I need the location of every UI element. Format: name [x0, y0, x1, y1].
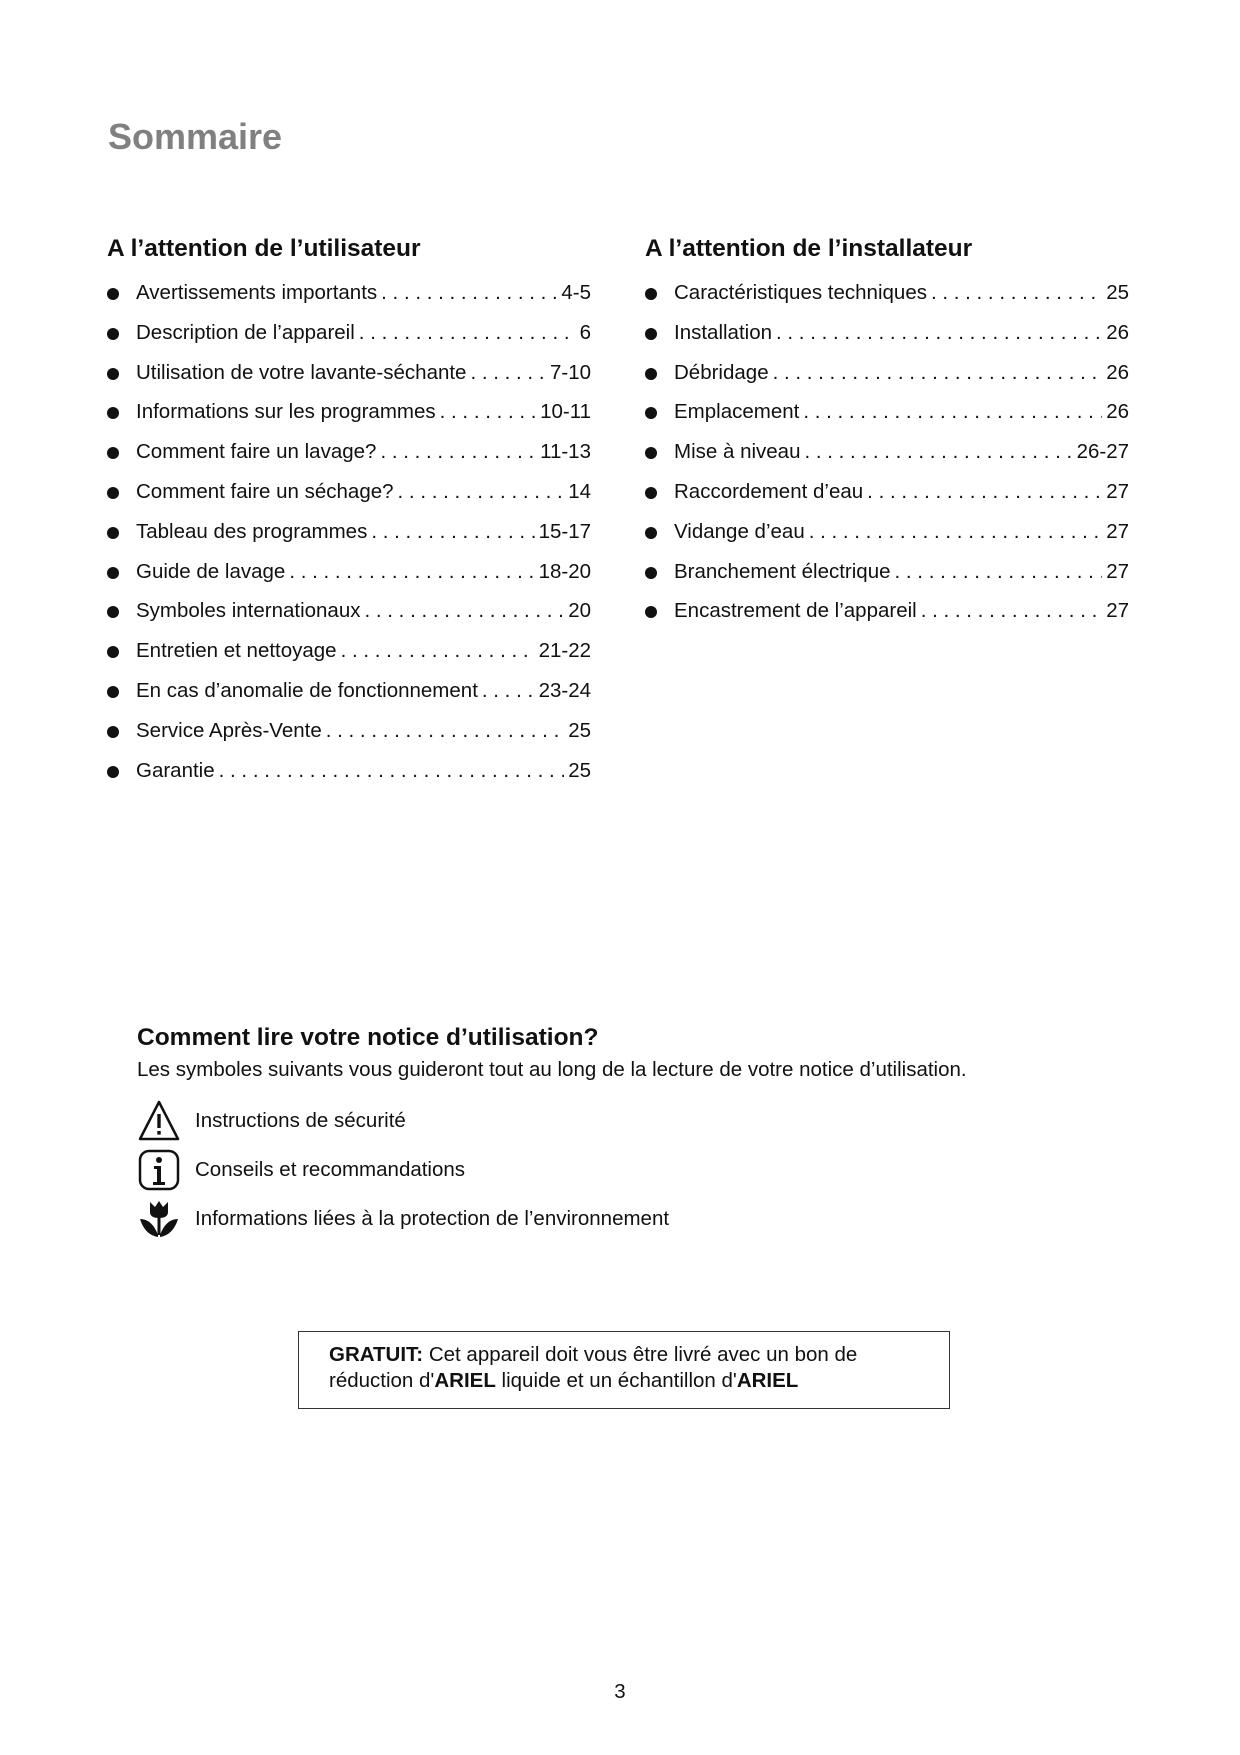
toc-item-label: Branchement électrique — [674, 559, 891, 583]
toc-item[interactable] — [107, 598, 591, 638]
toc-item-label: Entretien et nettoyage — [136, 639, 337, 663]
bullet-icon — [645, 407, 657, 419]
page-number: 3 — [614, 1680, 626, 1703]
info-icon — [137, 1148, 181, 1192]
toc-item-page: 4-5 — [561, 281, 591, 304]
toc-item[interactable] — [107, 439, 591, 479]
toc-item-label: Comment faire un lavage? — [136, 440, 377, 464]
toc-item[interactable] — [107, 718, 591, 758]
bullet-icon — [645, 487, 657, 499]
toc-item-label: Symboles internationaux — [136, 599, 361, 623]
dot-leader — [804, 439, 1072, 465]
toc-item-label: Encastrement de l’appareil — [674, 599, 917, 623]
toc-item-page: 23-24 — [538, 678, 591, 702]
brand-name: ARIEL — [434, 1369, 496, 1392]
toc-item[interactable] — [107, 399, 591, 439]
page-title: Sommaire — [108, 116, 283, 157]
toc-item-label: Caractéristiques techniques — [674, 281, 927, 304]
dot-leader — [482, 678, 535, 704]
toc-installer-list — [645, 280, 1129, 638]
toc-item-label: Comment faire un séchage? — [136, 479, 394, 503]
bullet-icon — [107, 527, 119, 539]
bullet-icon — [645, 368, 657, 380]
dot-leader — [921, 598, 1102, 624]
notice-text: liquide et un échantillon d' — [495, 1369, 737, 1392]
bullet-icon — [107, 288, 119, 300]
toc-item[interactable] — [645, 559, 1129, 599]
symbol-row-tips — [137, 1145, 1037, 1194]
toc-item[interactable] — [645, 479, 1129, 519]
toc-user-heading: A l’attention de l’utilisateur — [107, 235, 421, 262]
dot-leader — [773, 360, 1103, 386]
toc-item[interactable] — [107, 479, 591, 519]
toc-item[interactable] — [645, 360, 1129, 400]
bullet-icon — [645, 567, 657, 579]
free-sample-notice — [298, 1331, 950, 1409]
dot-leader — [440, 399, 536, 425]
brand-name: ARIEL — [736, 1369, 799, 1392]
toc-item-label: Vidange d’eau — [674, 519, 805, 543]
bullet-icon — [645, 288, 657, 300]
reading-guide-title: Comment lire votre notice d’utilisation? — [137, 1024, 599, 1051]
bullet-icon — [107, 447, 119, 459]
bullet-icon — [107, 646, 119, 658]
toc-item-label: Mise à niveau — [674, 440, 801, 464]
dot-leader — [326, 718, 564, 744]
toc-item-page: 10-11 — [540, 400, 591, 424]
toc-item-page: 27 — [1106, 519, 1129, 543]
bullet-icon — [645, 447, 657, 459]
toc-item[interactable] — [645, 320, 1129, 360]
toc-item[interactable] — [107, 678, 591, 718]
toc-item[interactable] — [107, 360, 591, 400]
toc-item-label: Avertissements importants — [136, 281, 378, 304]
bullet-icon — [107, 567, 119, 579]
toc-item[interactable] — [107, 638, 591, 678]
toc-item[interactable] — [107, 519, 591, 559]
toc-item-page: 25 — [568, 758, 591, 782]
toc-user-section — [107, 232, 591, 797]
bullet-icon — [107, 368, 119, 380]
toc-item-page: 25 — [1106, 281, 1129, 304]
symbol-label: Instructions de sécurité — [195, 1108, 406, 1132]
bullet-icon — [645, 328, 657, 340]
toc-item-label: Utilisation de votre lavante-séchante — [136, 360, 467, 384]
toc-item[interactable] — [107, 280, 591, 320]
toc-item-label: En cas d’anomalie de fonctionnement — [136, 678, 478, 702]
toc-item[interactable] — [645, 399, 1129, 439]
dot-leader — [365, 598, 565, 624]
toc-item-label: Tableau des programmes — [136, 519, 368, 543]
warning-triangle-icon — [137, 1099, 181, 1143]
dot-leader — [289, 559, 534, 585]
dot-leader — [776, 320, 1102, 346]
symbol-row-safety — [137, 1096, 1037, 1145]
toc-item-page: 26 — [1106, 360, 1129, 384]
toc-item-label: Débridage — [674, 360, 769, 384]
toc-item-label: Garantie — [136, 758, 215, 782]
toc-item[interactable] — [645, 598, 1129, 638]
toc-item-page: 27 — [1106, 599, 1129, 623]
dot-leader — [359, 320, 576, 346]
toc-item[interactable] — [645, 519, 1129, 559]
toc-item-label: Raccordement d’eau — [674, 479, 864, 503]
bullet-icon — [645, 606, 657, 618]
toc-item-page: 27 — [1106, 479, 1129, 503]
dot-leader — [219, 758, 565, 784]
dot-leader — [470, 360, 546, 386]
toc-item-label: Installation — [674, 320, 773, 344]
symbol-row-environment — [137, 1194, 1037, 1243]
dot-leader — [380, 439, 536, 465]
toc-item[interactable] — [107, 559, 591, 599]
dot-leader — [803, 399, 1102, 425]
toc-item-page: 26 — [1106, 320, 1129, 344]
toc-item-page: 18-20 — [538, 559, 591, 583]
notice-prefix: GRATUIT: — [329, 1343, 424, 1366]
symbol-label: Informations liées à la protection de l’environnement — [195, 1206, 670, 1230]
toc-item-page: 7-10 — [549, 360, 591, 384]
bullet-icon — [107, 407, 119, 419]
toc-item-label: Emplacement — [674, 400, 800, 424]
bullet-icon — [107, 686, 119, 698]
toc-item-label: Service Après-Vente — [136, 718, 322, 742]
bullet-icon — [645, 527, 657, 539]
reading-guide-section — [137, 1020, 1037, 1243]
toc-item-page: 25 — [568, 718, 591, 742]
toc-item-page: 20 — [568, 599, 591, 623]
toc-item-page: 26-27 — [1076, 440, 1129, 464]
toc-user-list — [107, 280, 591, 797]
bullet-icon — [107, 766, 119, 778]
toc-installer-section — [645, 232, 1129, 638]
toc-item[interactable] — [107, 320, 591, 360]
toc-item[interactable] — [645, 280, 1129, 320]
bullet-icon — [107, 726, 119, 738]
toc-item-label: Description de l’appareil — [136, 320, 355, 344]
dot-leader — [895, 559, 1103, 585]
toc-item-page: 26 — [1106, 400, 1129, 424]
reading-guide-intro: Les symboles suivants vous guideront tout au long de la lecture de votre notice d’utilisation. — [137, 1058, 967, 1081]
dot-leader — [398, 479, 565, 505]
toc-item-page: 6 — [579, 320, 591, 344]
toc-item-label: Informations sur les programmes — [136, 400, 436, 424]
bullet-icon — [107, 487, 119, 499]
bullet-icon — [107, 328, 119, 340]
toc-item-page: 11-13 — [540, 440, 591, 464]
toc-item-page: 21-22 — [538, 639, 591, 663]
symbol-label: Conseils et recommandations — [195, 1157, 466, 1181]
notice-text: Cet appareil doit vous être livré avec un bon de réduction d' — [329, 1343, 858, 1392]
dot-leader — [371, 519, 534, 545]
dot-leader — [341, 638, 535, 664]
toc-item-label: Guide de lavage — [136, 559, 286, 583]
toc-item-page: 15-17 — [538, 519, 591, 543]
dot-leader — [381, 280, 557, 306]
bullet-icon — [107, 606, 119, 618]
dot-leader — [809, 519, 1102, 545]
toc-item[interactable] — [645, 439, 1129, 479]
toc-item[interactable] — [107, 758, 591, 798]
toc-installer-heading: A l’attention de l’installateur — [645, 235, 973, 262]
toc-item-page: 27 — [1106, 559, 1129, 583]
toc-item-page: 14 — [568, 479, 591, 503]
environment-flower-icon — [137, 1197, 181, 1241]
dot-leader — [867, 479, 1102, 505]
dot-leader — [931, 280, 1102, 306]
